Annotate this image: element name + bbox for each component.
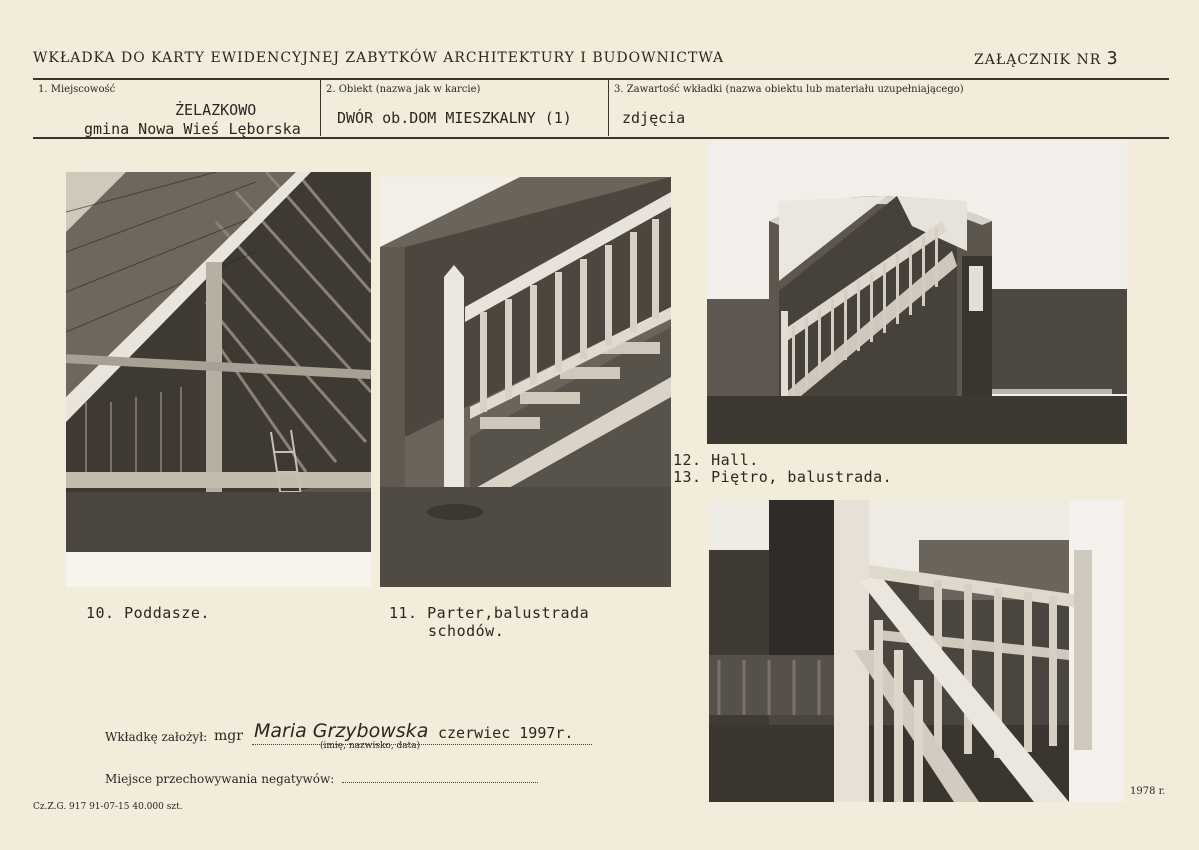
negatives-label: Miejsce przechowywania negatywów: bbox=[105, 772, 335, 786]
annex-label-text: ZAŁĄCZNIK NR bbox=[974, 52, 1102, 68]
photo-hall bbox=[707, 141, 1127, 444]
object-label: 2. Obiekt (nazwa jak w karcie) bbox=[326, 84, 481, 95]
locality-label: 1. Miejscowość bbox=[38, 84, 116, 95]
author-signature: Maria Grzybowska bbox=[254, 720, 429, 742]
caption-photo-11-line2: schodów. bbox=[428, 622, 505, 640]
photo-attic bbox=[66, 172, 371, 587]
form-title: WKŁADKA DO KARTY EWIDENCYJNEJ ZABYTKÓW ARCHITEKTURY I BUDOWNICTWA bbox=[33, 50, 725, 66]
caption-photo-10: 10. Poddasze. bbox=[86, 604, 210, 622]
photo-upperfloor-balustrade bbox=[709, 500, 1124, 802]
author-prefix: mgr bbox=[214, 728, 243, 744]
caption-photo-11-line1: 11. Parter,balustrada bbox=[389, 604, 590, 622]
caption-photo-13: 13. Piętro, balustrada. bbox=[673, 468, 893, 486]
locality-value-1: ŻELAZKOWO bbox=[175, 101, 257, 119]
annex-label bbox=[974, 48, 1119, 69]
caption-photo-12: 12. Hall. bbox=[673, 451, 759, 469]
field-divider-2 bbox=[608, 80, 609, 136]
author-hint: (imię, nazwisko, data) bbox=[320, 741, 421, 751]
contents-label: 3. Zawartość wkładki (nazwa obiektu lub materiału uzupełniającego) bbox=[614, 84, 964, 95]
header-rule bbox=[33, 78, 1169, 80]
author-date: czerwiec 1997r. bbox=[438, 724, 574, 742]
author-dotted-line bbox=[252, 744, 592, 745]
object-value: DWÓR ob.DOM MIESZKALNY (1) bbox=[337, 109, 572, 127]
field-divider-1 bbox=[320, 80, 321, 136]
locality-value-2: gmina Nowa Wieś Lęborska bbox=[84, 120, 301, 138]
contents-value: zdjęcia bbox=[622, 109, 686, 127]
print-code: Cz.Z.G. 917 91-07-15 40.000 szt. bbox=[33, 802, 183, 812]
negatives-dotted-line bbox=[342, 782, 538, 783]
year-mark: 1978 r. bbox=[1130, 786, 1166, 797]
annex-number: 3 bbox=[1106, 48, 1119, 69]
author-label: Wkładkę założył: bbox=[105, 730, 208, 744]
photo-groundfloor-balustrade bbox=[380, 177, 671, 587]
